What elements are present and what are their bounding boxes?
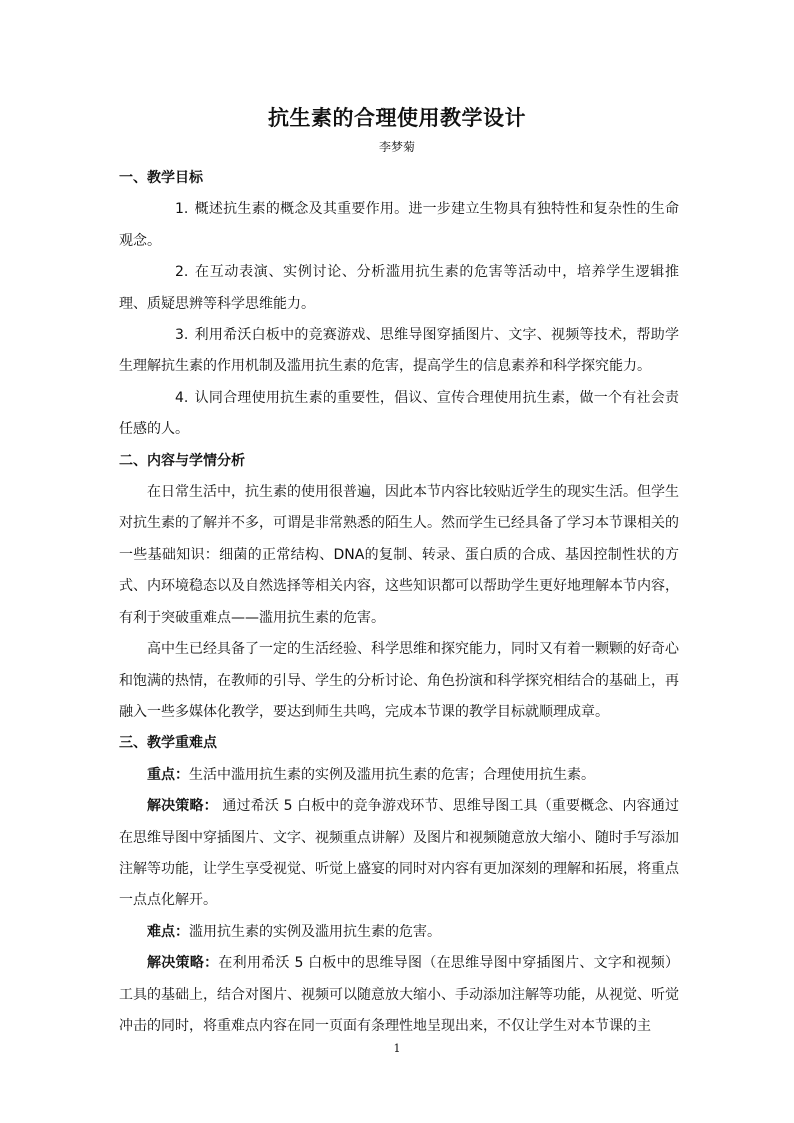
difficulty-text: 滥用抗生素的实例及滥用抗生素的危害。: [189, 923, 441, 940]
strategy-paragraph: [119, 948, 679, 1042]
objective-text: 概述抗生素的概念及其重要作用。进一步建立生物具有独特性和复杂性的生命观念。: [119, 201, 679, 249]
objective-item: [119, 383, 679, 446]
objective-item: [119, 194, 679, 257]
objective-number: 4.: [175, 389, 189, 406]
strategy-text: 在利用希沃 5 白板中的思维导图（在思维导图中穿插图片、文字和视频）工具的基础上，结合对图片、视频可以随意放大缩小、手动添加注解等功能，从视觉、听觉冲击的同时，将重难点内容在同一页面有条理性地呈现出来，不仅让学生对本节课的主: [119, 955, 680, 1034]
objective-text: 认同合理使用抗生素的重要性，倡议、宣传合理使用抗生素，做一个有社会责任感的人。: [119, 389, 679, 438]
analysis-paragraph: 高中生已经具备了一定的生活经验、科学思维和探究能力，同时又有着一颗颗的好奇心和饱满的热情，在教师的引导、学生的分析讨论、角色扮演和科学探究相结合的基础上，再融入一些多媒体化教学，要达到师生共鸣，完成本节课的教学目标就顺理成章。: [119, 641, 679, 720]
objective-item: [119, 320, 679, 383]
document-title: 抗生素的合理使用教学设计: [268, 105, 526, 130]
strategy-paragraph: [119, 791, 679, 917]
difficulty-paragraph: [119, 917, 679, 948]
analysis-paragraph: 在日常生活中，抗生素的使用很普遍，因此本节内容比较贴近学生的现实生活。但学生对抗生素的了解并不多，可谓是非常熟悉的陌生人。然而学生已经具备了学习本节课相关的一些基础知识：细菌的正常结构、DNA的复制、转录、蛋白质的合成、基因控制性状的方式、内环境稳态以及自然选择等相关内容，这些知识都可以帮助学生更好地理解本节内容，有利于突破重难点——滥用抗生素的危害。: [119, 484, 679, 626]
objective-number: 1.: [175, 201, 189, 218]
strategy-label: 解决策略：: [147, 798, 218, 815]
strategy-label: 解决策略：: [147, 955, 219, 972]
objective-text: 利用希沃白板中的竞赛游戏、思维导图穿插图片、文字、视频等技术，帮助学生理解抗生素的作用机制及滥用抗生素的危害，提高学生的信息素养和科学探究能力。: [119, 327, 679, 375]
key-point-paragraph: [119, 760, 679, 791]
objective-number: 2.: [175, 264, 189, 281]
section-heading-key-points: 三、教学重难点: [119, 735, 217, 752]
document-body: [119, 163, 679, 1042]
objective-text: 在互动表演、实例讨论、分析滥用抗生素的危害等活动中，培养学生逻辑推理、质疑思辨等科学思维能力。: [119, 264, 679, 312]
key-point-label: 重点：: [147, 766, 189, 783]
section-heading-objectives: 一、教学目标: [119, 170, 203, 186]
page-number: 1: [393, 1042, 401, 1055]
objective-item: [119, 257, 679, 320]
document-author: 李梦菊: [378, 140, 415, 154]
strategy-text: 通过希沃 5 白板中的竞争游戏环节、思维导图工具（重要概念、内容通过在思维导图中穿插图片、文字、视频重点讲解）及图片和视频随意放大缩小、随时手写添加注解等功能，让学生享受视觉、听觉上盛宴的同时对内容有更加深刻的理解和拓展，将重点一点点化解开。: [119, 798, 680, 909]
section-heading-analysis: 二、内容与学情分析: [119, 452, 245, 469]
difficulty-label: 难点：: [147, 923, 189, 940]
key-point-text: 生活中滥用抗生素的实例及滥用抗生素的危害；合理使用抗生素。: [189, 766, 595, 783]
objective-number: 3.: [175, 327, 189, 344]
